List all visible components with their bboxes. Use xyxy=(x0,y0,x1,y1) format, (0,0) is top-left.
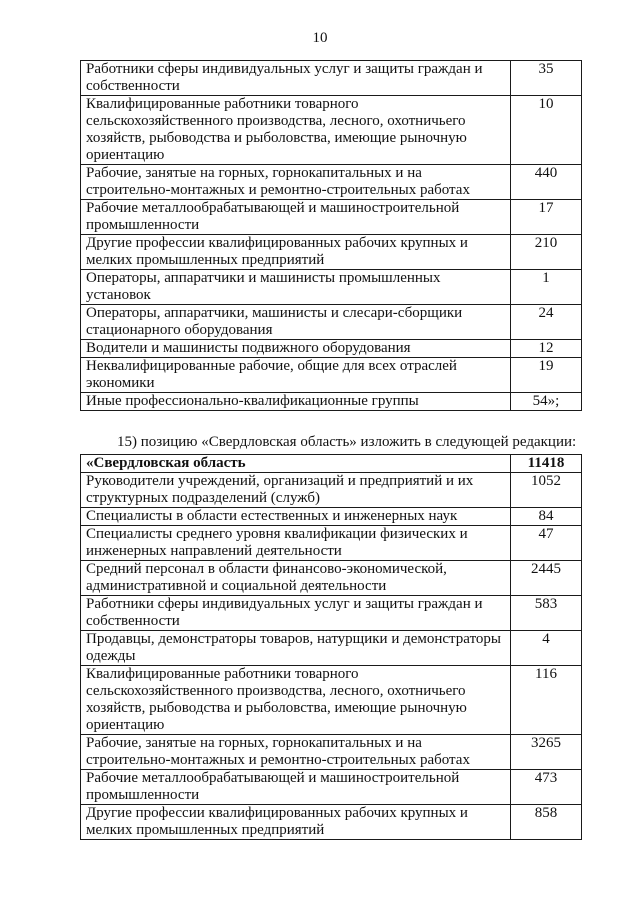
occupation-label: Руководители учреждений, организаций и предприятий и их структурных подразделений (служб) xyxy=(81,473,511,508)
occupation-count: 4 xyxy=(511,631,582,666)
occupation-label: Рабочие металлообрабатывающей и машиностроительной промышленности xyxy=(81,770,511,805)
occupation-label: Рабочие, занятые на горных, горнокапитальных и на строительно-монтажных и ремонтно-строительных работах xyxy=(81,735,511,770)
table-row xyxy=(81,305,582,340)
table-row xyxy=(81,666,582,735)
table-row xyxy=(81,358,582,393)
occupation-label: Операторы, аппаратчики и машинисты промышленных установок xyxy=(81,270,511,305)
occupation-count: 10 xyxy=(511,96,582,165)
occupation-count: 2445 xyxy=(511,561,582,596)
occupation-label: Рабочие металлообрабатывающей и машиностроительной промышленности xyxy=(81,200,511,235)
occupation-count: 116 xyxy=(511,666,582,735)
occupation-label: Средний персонал в области финансово-экономической, административной и социальной деятельности xyxy=(81,561,511,596)
table-row xyxy=(81,526,582,561)
table-row xyxy=(81,235,582,270)
table-row xyxy=(81,508,582,526)
occupation-count: 17 xyxy=(511,200,582,235)
occupation-count: 54»; xyxy=(511,393,582,411)
region-name: «Свердловская область xyxy=(81,455,511,473)
occupation-count: 19 xyxy=(511,358,582,393)
table-row xyxy=(81,473,582,508)
occupation-count: 1 xyxy=(511,270,582,305)
table-row xyxy=(81,631,582,666)
occupation-count: 583 xyxy=(511,596,582,631)
occupation-label: Специалисты в области естественных и инженерных наук xyxy=(81,508,511,526)
occupation-label: Другие профессии квалифицированных рабочих крупных и мелких промышленных предприятий xyxy=(81,235,511,270)
occupation-label: Работники сферы индивидуальных услуг и защиты граждан и собственности xyxy=(81,596,511,631)
occupation-count: 210 xyxy=(511,235,582,270)
table-row xyxy=(81,596,582,631)
occupation-count: 473 xyxy=(511,770,582,805)
occupation-count: 440 xyxy=(511,165,582,200)
table-row xyxy=(81,735,582,770)
region-header-row xyxy=(81,455,582,473)
occupation-label: Другие профессии квалифицированных рабочих крупных и мелких промышленных предприятий xyxy=(81,805,511,840)
occupation-label: Рабочие, занятые на горных, горнокапитальных и на строительно-монтажных и ремонтно-строительных работах xyxy=(81,165,511,200)
occupation-count: 3265 xyxy=(511,735,582,770)
occupation-count: 1052 xyxy=(511,473,582,508)
occupation-count: 47 xyxy=(511,526,582,561)
occupation-count: 35 xyxy=(511,61,582,96)
occupation-label: Специалисты среднего уровня квалификации физических и инженерных направлений деятельности xyxy=(81,526,511,561)
occupation-count: 84 xyxy=(511,508,582,526)
table-row xyxy=(81,165,582,200)
table-row xyxy=(81,770,582,805)
occupation-label: Водители и машинисты подвижного оборудования xyxy=(81,340,511,358)
occupation-label: Работники сферы индивидуальных услуг и защиты граждан и собственности xyxy=(81,61,511,96)
table-row xyxy=(81,96,582,165)
table-row xyxy=(81,61,582,96)
table-row xyxy=(81,200,582,235)
occupation-label: Продавцы, демонстраторы товаров, натурщики и демонстраторы одежды xyxy=(81,631,511,666)
table-row xyxy=(81,393,582,411)
table-row xyxy=(81,270,582,305)
occupation-label: Неквалифицированные рабочие, общие для всех отраслей экономики xyxy=(81,358,511,393)
amendment-instruction: 15) позицию «Свердловская область» изложить в следующей редакции: xyxy=(117,434,577,450)
region-total: 11418 xyxy=(511,455,582,473)
page-number: 10 xyxy=(312,30,328,46)
occupation-label: Иные профессионально-квалификационные группы xyxy=(81,393,511,411)
occupation-label: Операторы, аппаратчики, машинисты и слесари-сборщики стационарного оборудования xyxy=(81,305,511,340)
occupation-label: Квалифицированные работники товарного сельскохозяйственного производства, лесного, охотничьего хозяйств, рыбоводства и рыболовства, имеющие рыночную ориентацию xyxy=(81,96,511,165)
occupation-count: 24 xyxy=(511,305,582,340)
occupation-count: 12 xyxy=(511,340,582,358)
occupation-count: 858 xyxy=(511,805,582,840)
occupation-label: Квалифицированные работники товарного сельскохозяйственного производства, лесного, охотничьего хозяйств, рыбоводства и рыболовства, имеющие рыночную ориентацию xyxy=(81,666,511,735)
table-row xyxy=(81,340,582,358)
table-row xyxy=(81,561,582,596)
occupation-table-continued xyxy=(80,60,582,411)
sverdlovsk-region-table xyxy=(80,454,582,840)
table-row xyxy=(81,805,582,840)
